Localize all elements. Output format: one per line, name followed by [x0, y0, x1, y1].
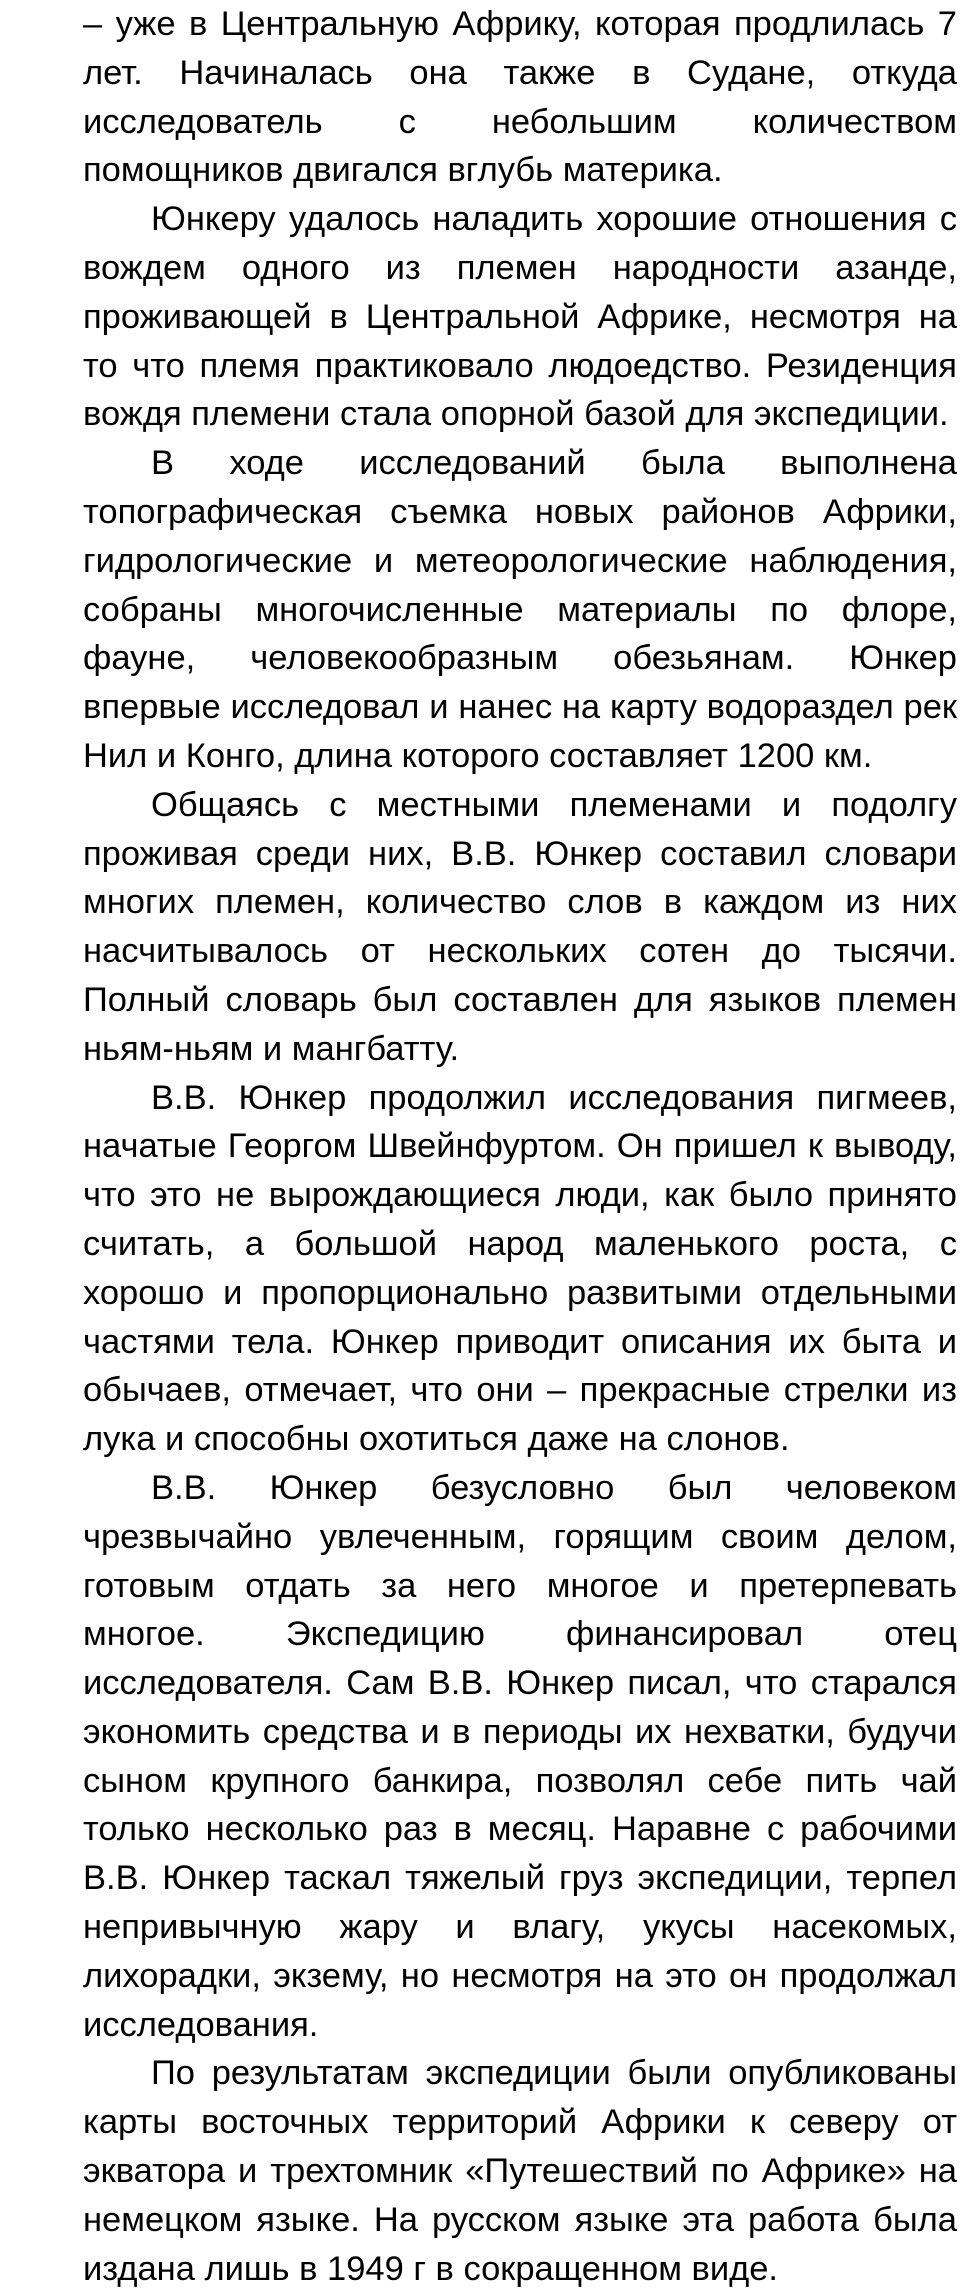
paragraph-5: В.В. Юнкер продолжил исследования пигмеев, начатые Георгом Швейнфуртом. Он пришел к выводу, что это не вырождающиеся люди, как было принято считать, а большой народ маленького роста, с хорошо и пропорционально развитыми отдельными частями тела. Юнкер приводит описания их быта и обычаев, отмечает, что они – прекрасные стрелки из лука и способны охотиться даже на слонов.: [83, 1078, 957, 1459]
paragraph-1: – уже в Центральную Африку, которая продлилась 7 лет. Начиналась она также в Судане, откуда исследователь с небольшим количеством помощников двигался вглубь материка.: [83, 5, 957, 190]
paragraph-2: Юнкеру удалось наладить хорошие отношения с вождем одного из племен народности азанде, проживающей в Центральной Африке, несмотря на то что племя практиковало людоедство. Резиденция вождя племени стала опорной базой для экспедиции.: [83, 200, 957, 434]
paragraph-6: В.В. Юнкер безусловно был человеком чрезвычайно увлеченным, горящим своим делом, готовым отдать за него многое и претерпевать многое. Экспедицию финансировал отец исследователя. Сам В.В. Юнкер писал, что старался экономить средства и в периоды их нехватки, будучи сыном крупного банкира, позволял себе пить чай только несколько раз в месяц. Наравне с рабочими В.В. Юнкер таскал тяжелый груз экспедиции, терпел непривычную жару и влагу, укусы насекомых, лихорадки, экзему, но несмотря на это он продолжал исследования.: [83, 1468, 957, 2044]
paragraph-3: В ходе исследований была выполнена топографическая съемка новых районов Африки, гидрологические и метеорологические наблюдения, собраны многочисленные материалы по флоре, фауне, человекообразным обезьянам. Юнкер впервые исследовал и нанес на карту водораздел рек Нил и Конго, длина которого составляет 1200 км.: [83, 444, 957, 775]
paragraph-4: Общаясь с местными племенами и подолгу проживая среди них, В.В. Юнкер составил словари многих племен, количество слов в каждом из них насчитывалось от нескольких сотен до тысячи. Полный словарь был составлен для языков племен ньям-ньям и мангбатту.: [83, 785, 957, 1068]
paragraph-7: По результатам экспедиции были опубликованы карты восточных территорий Африки к северу от экватора и трехтомник «Путешествий по Африке» на немецком языке. На русском языке эта работа была издана лишь в 1949 г в сокращенном виде.: [83, 2054, 957, 2288]
document-body: [83, 0, 957, 2293]
